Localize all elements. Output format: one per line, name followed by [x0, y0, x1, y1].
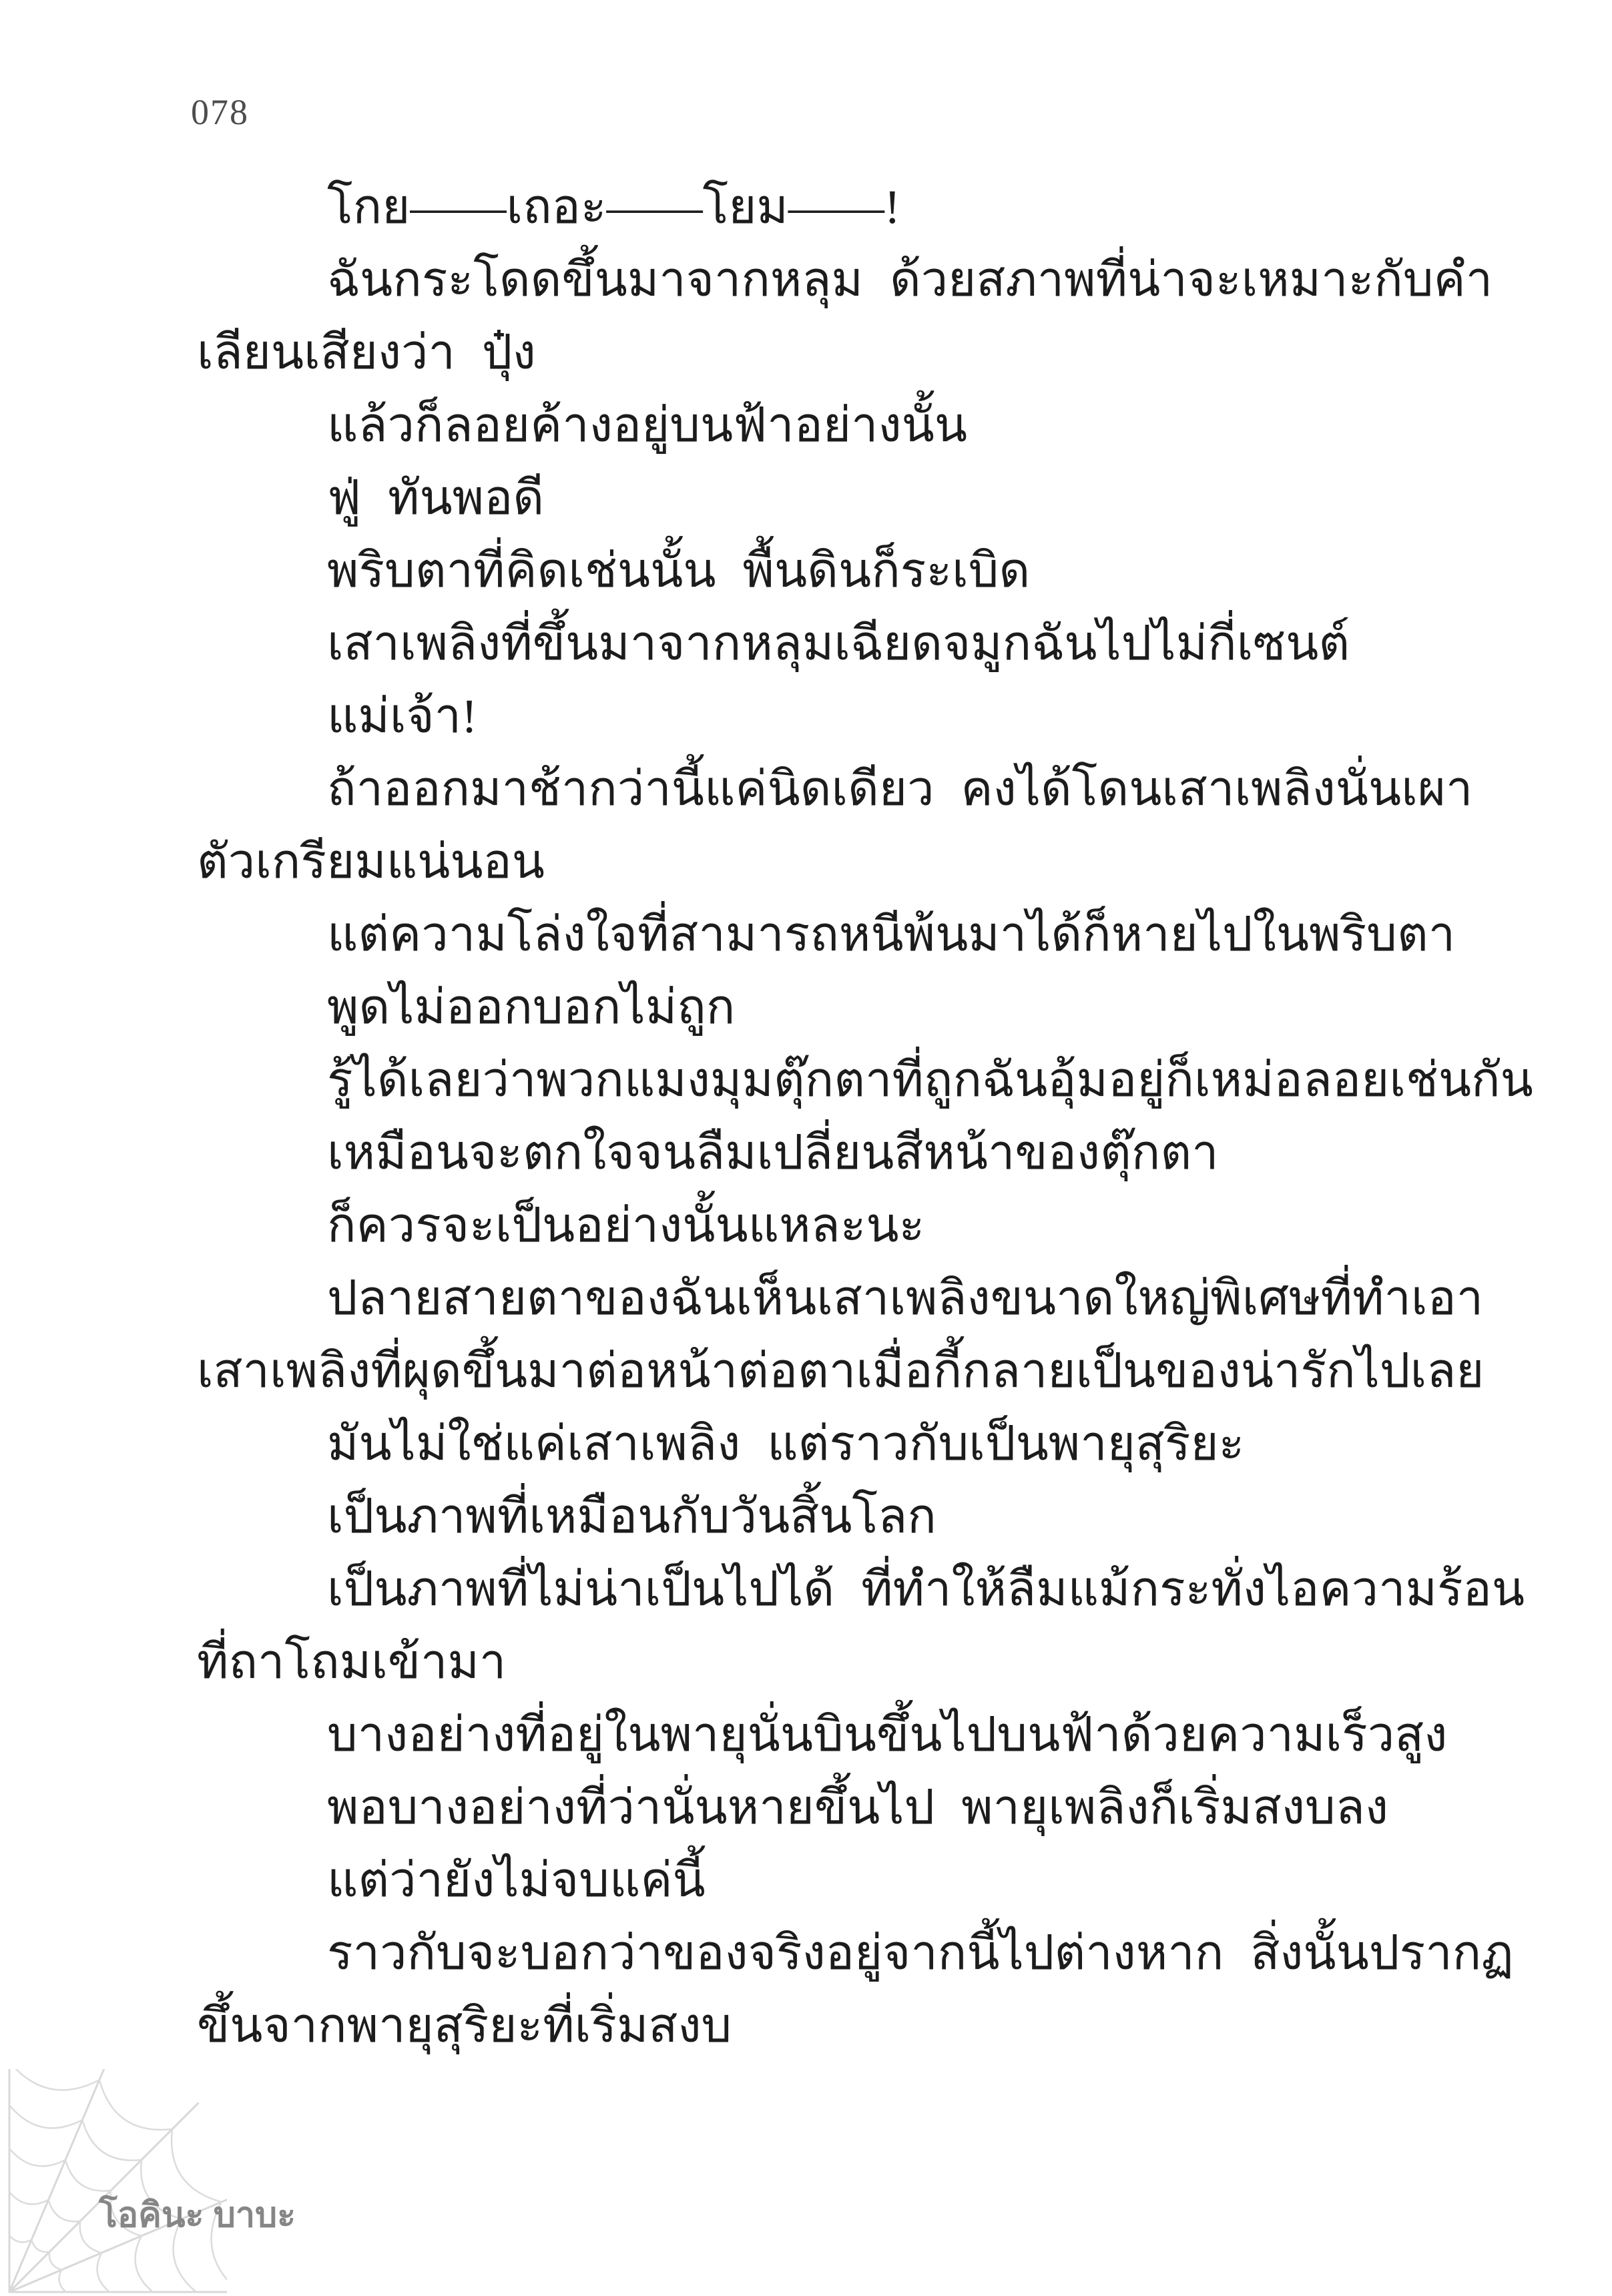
text-line: เสาเพลิงที่ผุดขึ้นมาต่อหน้าต่อตาเมื่อกี้กลายเป็นของน่ารักไปเลย	[197, 1344, 1485, 1398]
text-line: แต่ว่ายังไม่จบแค่นี้	[327, 1853, 706, 1907]
text-line: พอบางอย่างที่ว่านั่นหายขึ้นไป พายุเพลิงก็เริ่มสงบลง	[327, 1781, 1389, 1834]
text-line: รู้ได้เลยว่าพวกแมงมุมตุ๊กตาที่ถูกฉันอุ้มอยู่ก็เหม่อลอยเช่นกัน	[327, 1053, 1533, 1107]
author-watermark: โอคินะ บาบะ	[99, 2196, 296, 2235]
text-line: โกย——เถอะ——โยม——!	[327, 180, 900, 234]
text-line: แต่ความโล่งใจที่สามารถหนีพ้นมาได้ก็หายไปในพริบตา	[327, 908, 1456, 961]
spider-web-graphic	[0, 2069, 227, 2296]
text-line: เป็นภาพที่ไม่น่าเป็นไปได้ ที่ทำให้ลืมแม้กระทั่งไอความร้อน	[327, 1562, 1525, 1616]
text-line: พริบตาที่คิดเช่นนั้น พื้นดินก็ระเบิด	[327, 544, 1031, 597]
text-line: ก็ควรจะเป็นอย่างนั้นแหละนะ	[327, 1199, 925, 1252]
text-line: เสาเพลิงที่ขึ้นมาจากหลุมเฉียดจมูกฉันไปไม่กี่เซนต์	[327, 617, 1350, 670]
page-number: 078	[191, 92, 249, 132]
text-line: เหมือนจะตกใจจนลืมเปลี่ยนสีหน้าของตุ๊กตา	[327, 1126, 1219, 1179]
text-line: ราวกับจะบอกว่าของจริงอยู่จากนี้ไปต่างหาก สิ่งนั้นปรากฏ	[327, 1926, 1514, 1980]
text-line: ตัวเกรียมแน่นอน	[197, 835, 545, 888]
body-text	[197, 171, 1533, 2062]
text-line: แล้วก็ลอยค้างอยู่บนฟ้าอย่างนั้น	[327, 398, 968, 452]
text-line: พูดไม่ออกบอกไม่ถูก	[327, 980, 736, 1034]
text-line: เลียนเสียงว่า ปุ๋ง	[197, 326, 536, 379]
text-line: บางอย่างที่อยู่ในพายุนั่นบินขึ้นไปบนฟ้าด้วยความเร็วสูง	[327, 1708, 1448, 1761]
text-line: ฟู่ ทันพอดี	[327, 471, 545, 525]
text-line: ถ้าออกมาช้ากว่านี้แค่นิดเดียว คงได้โดนเสาเพลิงนั่นเผา	[327, 762, 1473, 816]
text-line: แม่เจ้า!	[327, 689, 478, 743]
text-line: เป็นภาพที่เหมือนกับวันสิ้นโลก	[327, 1490, 936, 1543]
text-line: ที่ถาโถมเข้ามา	[197, 1635, 507, 1689]
text-line: ปลายสายตาของฉันเห็นเสาเพลิงขนาดใหญ่พิเศษที่ทำเอา	[327, 1271, 1484, 1325]
text-line: มันไม่ใช่แค่เสาเพลิง แต่ราวกับเป็นพายุสุริยะ	[327, 1417, 1245, 1470]
text-line: ขึ้นจากพายุสุริยะที่เริ่มสงบ	[197, 1999, 732, 2052]
text-line: ฉันกระโดดขึ้นมาจากหลุม ด้วยสภาพที่น่าจะเหมาะกับคำ	[327, 253, 1493, 306]
